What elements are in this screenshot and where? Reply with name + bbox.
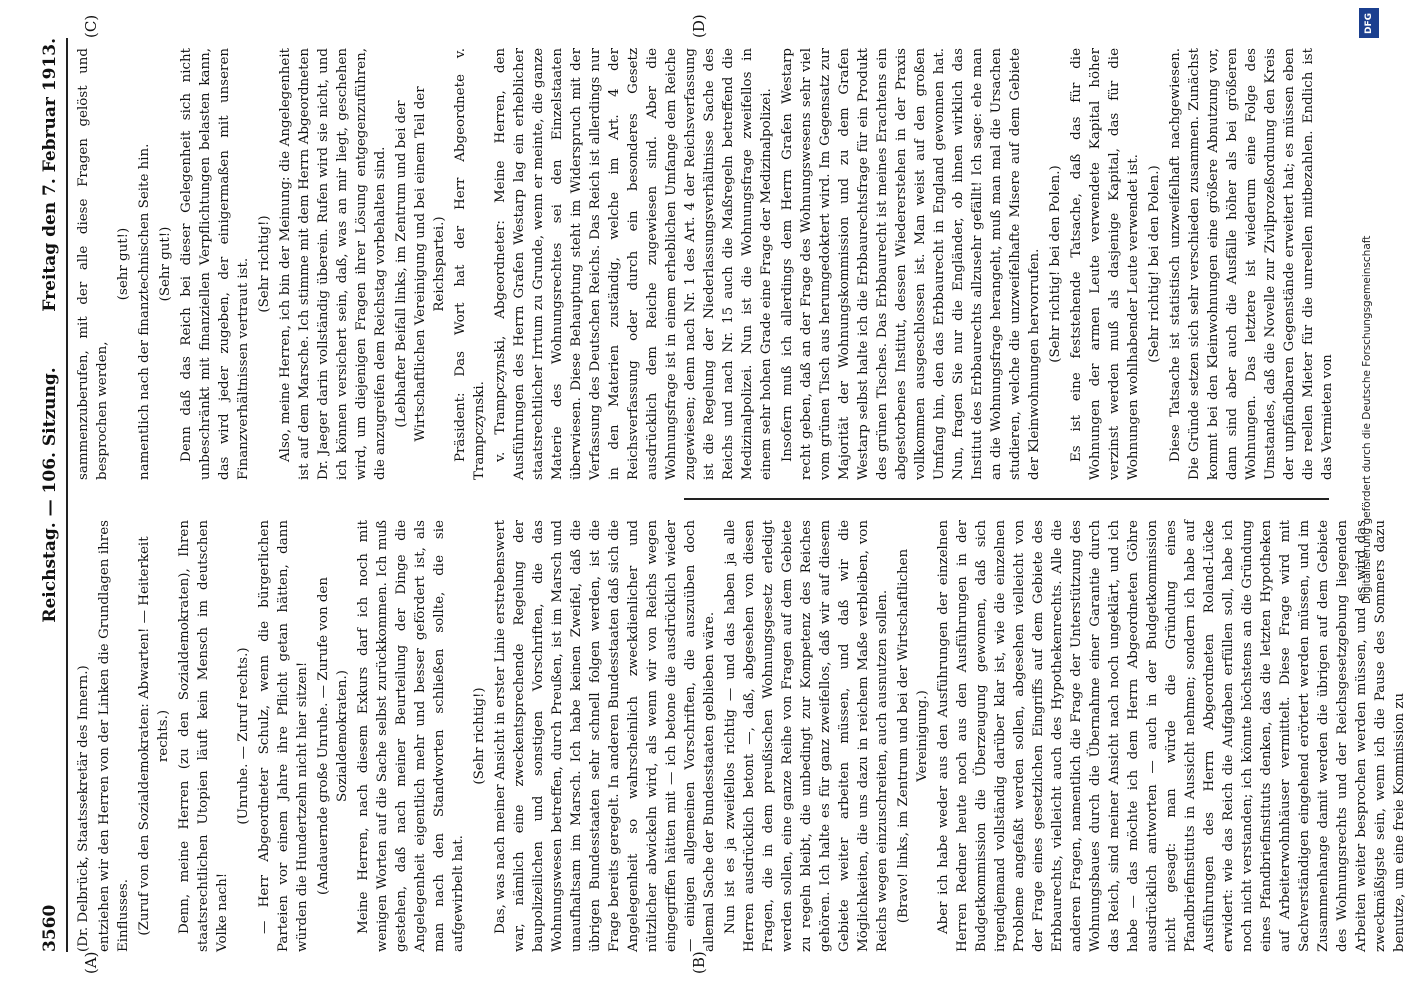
left-column-paragraph: Aber ich habe weder aus den Ausführungen der einzelnen Herren Redner heute noch aus den Ausführungen in der Budgetkommission die Überzeugung gewonnen, daß sich irgendjemand vollständig darüber klar ist, wie die einzelnen Probleme angefaßt werden sollen, abgesehen vielleicht von der Frage eines gesetzlichen Eingriffs auf dem Gebiete des Erbbaurechts, vielleicht auch des Hypothekenrechts. Alle die anderen Fragen, namentlich die Frage der Unterstützung des Wohnungsbaues durch die Übernahme einer Garantie durch das Reich, sind meiner Ansicht nach noch ungeklärt, und ich habe — das möchte ich dem Herrn Abgeordneten Göhre ausdrücklich antworten — auch in der Budgetkommission nicht gesagt: man würde die Gründung eines Pfandbriefinstituts in Aussicht nehmen; sondern ich habe auf Ausführungen des Herrn Abgeordneten Roland-Lücke erwidert: wie das Reich die Aufgaben erfüllen soll, habe ich noch nicht verstanden; ich könnte höchstens an die Gründung eines Pfandbriefinstituts denken, das die letzten Hypotheken auf Arbeiterwohnhäuser vermittelt. Diese Frage wird mit Sachverständigen eingehend erörtert werden müssen, und im Zusammenhange damit werden die übrigen auf dem Gebiete des Wohnungsrechts und der Reichsgesetzgebung liegenden Arbeiten weiter besprochen werden müssen, und es wird das zweckmäßigste sein, wenn ich die Pause des Sommers dazu benutze, um eine freie Kommission zu: [936, 520, 1407, 952]
right-column-paragraph: (Sehr richtig! bei den Polen.): [1147, 165, 1162, 363]
header-rule: [66, 38, 68, 952]
session-date: Freitag den 7. Februar 1913.: [40, 38, 60, 312]
right-column-paragraph: (sehr gut!): [116, 227, 131, 301]
left-column-paragraph: Das, was nach meiner Ansicht in erster Linie erstrebenswert war, nämlich eine zweckentsprechende Regelung der baupolizeilichen und sonstigen Vorschriften, die das Wohnungswesen betreffen, durch Preußen, ist im Marsch und unaufhaltsam im Marsch. Ich habe keinen Zweifel, daß die übrigen Bundesstaaten sehr schnell folgen werden, ist die Frage bereits geregelt. In anderen Bundesstaaten daß sich die Angelegenheit so wahrscheinlich zweckdienlicher und nützlicher abwickeln wird, als wenn wir von Reichs wegen eingegriffen hätten mit — ich betone die ausdrücklich wieder — einigen allgemeinen Vorschriften, die auszuüben doch allemal Sache der Bundesstaaten geblieben wäre.: [493, 520, 717, 952]
page-number: 3560: [40, 904, 60, 952]
margin-mark-d: (D): [690, 14, 708, 38]
left-column-paragraph: (Andauernde große Unruhe. — Zurufe von den Sozialdemokraten.): [316, 577, 350, 895]
right-column-paragraph: Denn daß das Reich bei dieser Gelegenheit sich nicht unbeschränkt mit finanziellen Verpflichtungen belasten kann, das wird jeder zugeben, der einigermaßen mit unseren Finanzverhältnissen vertraut ist.: [179, 48, 251, 480]
right-column-paragraph: v. Trampczynski, Abgeordneter: Meine Herren, den Ausführungen des Herrn Grafen Westarp lag ein erheblicher staatsrechtlicher Irrtum zu Grunde, wenn er meinte, die ganze Materie des Wohnungsrechtes sei den Einzelstaaten überwiesen. Diese Behauptung steht im Widerspruch mit der Verfassung des Deutschen Reichs. Das Reich ist allerdings nur in den Materien zuständig, welche im Art. 4 der Reichsverfassung oder durch ein besonderes Gesetz ausdrücklich dem Reiche zugewiesen sind. Aber die Wohnungsfrage ist in einem erheblichen Umfange dem Reiche zugewiesen; denn nach Nr. 1 des Art. 4 der Reichsverfassung ist die Regelung der Niederlassungsverhältnisse Sache des Reichs und nach Nr. 15 auch die Maßregeln betreffend die Medizinalpolizei. Nun ist die Wohnungsfrage zweifellos in einem sehr hohen Grade eine Frage der Medizinalpolizei.: [493, 48, 774, 480]
margin-mark-b: (B): [690, 951, 708, 974]
right-column-paragraph: Präsident: Das Wort hat der Herr Abgeordnete v. Trampczynski.: [453, 48, 487, 480]
left-column-paragraph: Denn, meine Herren (zu den Sozialdemokraten), Ihren staatsrechtlichen Utopien läuft kein Mensch im deutschen Volke nach!: [177, 520, 230, 952]
left-column-paragraph: (Unruhe. — Zuruf rechts.): [236, 647, 251, 825]
left-column-paragraph: — Herr Abgeordneter Schulz, wenn die bürgerlichen Parteien vor einem Jahre ihre Pflicht getan hätten, dann würden die Hundertzehn nicht hier sitzen!: [257, 520, 310, 952]
left-column-paragraph: entziehen wir den Herren von der Linken die Grundlagen ihres Einflusses.: [97, 520, 131, 952]
left-column-paragraph: (Sehr richtig!): [472, 687, 487, 785]
left-column-paragraph: (Zuruf von den Sozialdemokraten: Abwarten! — Heiterkeit rechts.): [137, 536, 171, 936]
session-title: Reichstag. — 106. Sitzung.: [40, 367, 60, 623]
right-column-paragraph: Also, meine Herren, ich bin der Meinung: die Angelegenheit ist auf dem Marsche. Ich stimme mit dem Herrn Abgeordneten Dr. Jaeger darin vollständig überein. Rufen wird sie nicht, und ich können versichert sein, daß, was an mir liegt, geschehen wird, um diejenigen Fragen ihrer Lösung entgegenzuführen, die anzugreifen dem Reichstag vorbehalten sind.: [278, 48, 388, 480]
right-column-paragraph: Es ist eine feststehende Tatsache, daß das für die Wohnungen der armen Leute verwendete Kapital höher verzinst werden muß als dasjenige Kapital, das für die Wohnungen wohlhabender Leute verwendet ist.: [1069, 48, 1141, 480]
right-column-paragraph: (Lebhafter Beifall links, im Zentrum und bei der Wirtschaftlichen Vereinigung und bei einem Teil der Reichspartei.): [394, 86, 447, 442]
column-divider: [684, 498, 1329, 500]
left-column-paragraph: (Bravo! links, im Zentrum und bei der Wirtschaftlichen Vereinigung.): [896, 548, 930, 924]
digitization-credit: Digitalisierung gefördert durch die Deutsche Forschungsgemeinschaft: [1361, 235, 1373, 604]
right-column-paragraph: sammenzuberufen, mit der alle diese Fragen gelöst und besprochen werden,: [76, 48, 110, 480]
left-column-paragraph: Meine Herren, nach diesem Exkurs darf ich noch mit wenigen Worten auf die Sache selbst zurückkommen. Ich muß gestehen, daß nach meiner Beurteilung der Dinge die Angelegenheit eigentlich mehr und besser gefördert ist, als man nach den Standworten schließen sollte, die sie aufgewirbelt hat.: [356, 520, 466, 952]
right-column: [74, 48, 1334, 480]
page-header: [40, 38, 66, 952]
margin-mark-a: (A): [82, 951, 100, 974]
digitization-strip: [1357, 0, 1383, 1000]
right-column-paragraph: Diese Tatsache ist statistisch unzweifelhaft nachgewiesen. Die Gründe setzen sich sehr verschieden zusammen. Zunächst kommt bei den Kleinwohnungen eine größere Abnutzung vor, dann sind aber auch die Ausfälle höher als bei größeren Wohnungen. Das letztere ist wiederum eine Folge des Umstandes, daß die Novelle zur Zivilprozeßordnung den Kreis der unpfändbaren Gegenstände erweitert hat; es müssen eben die reellen Mieter für die unreellen mitbezahlen. Endlich ist das Vermieten von: [1168, 48, 1335, 480]
right-column-paragraph: (Sehr richtig!): [257, 215, 272, 313]
right-column-paragraph: (Sehr gut!): [158, 226, 173, 302]
left-column-paragraph: Nun ist es ja zweifellos richtig — und das haben ja alle Herren ausdrücklich betont —, daß, abgesehen von diesen Fragen, die in dem preußischen Wohnungsgesetz erledigt werden sollen, eine ganze Reihe von Fragen auf dem Gebiete zu regeln bleibt, die unbedingt zur Kompetenz des Reiches gehören. Ich halte es für ganz zweifellos, daß wir auf diesem Gebiete weiter arbeiten müssen, und daß wir die Möglichkeiten, die uns dazu in reichem Maße verbleiben, von Reichs wegen einzuschreiten, auch ausnutzen sollen.: [723, 520, 890, 952]
right-column-paragraph: namentlich nach der finanztechnischen Seite hin.: [137, 143, 152, 480]
left-column-paragraph: (Dr. Delbrück, Staatssekretär des Innern.): [76, 665, 91, 952]
left-column: [74, 520, 1407, 952]
margin-mark-c: (C): [82, 14, 100, 38]
dfg-logo: DFG: [1359, 8, 1379, 38]
right-column-paragraph: Insofern muß ich allerdings dem Herrn Grafen Westarp recht geben, daß an der Frage des Wohnungswesens sehr viel vom grünen Tisch aus herumgedoktert wird. Im Gegensatz zur Majorität der Wohnungskommission und zu dem Grafen Westarp selbst halte ich die Erbbaurechtsfrage für ein Produkt des grünen Tisches. Das Erbbaurecht ist meines Erachtens ein abgestorbenes Institut, dessen Wiedererstehen in der Praxis vollkommen ausgeschlossen ist. Man weist auf den großen Umfang hin, den das Erbbaurecht in England gewonnen hat. Nun, fragen Sie nur die Engländer, ob ihnen wirklich das Institut des Erbbaurechts allzusehr gefällt! Ich sage: ehe man an die Wohnungsfrage herangeht, muß man mal die Ursachen studieren, welche die unzweifelhafte Misere auf dem Gebiete der Kleinwohnungen hervorrufen.: [780, 48, 1042, 480]
right-column-paragraph: (Sehr richtig! bei den Polen.): [1048, 165, 1063, 363]
